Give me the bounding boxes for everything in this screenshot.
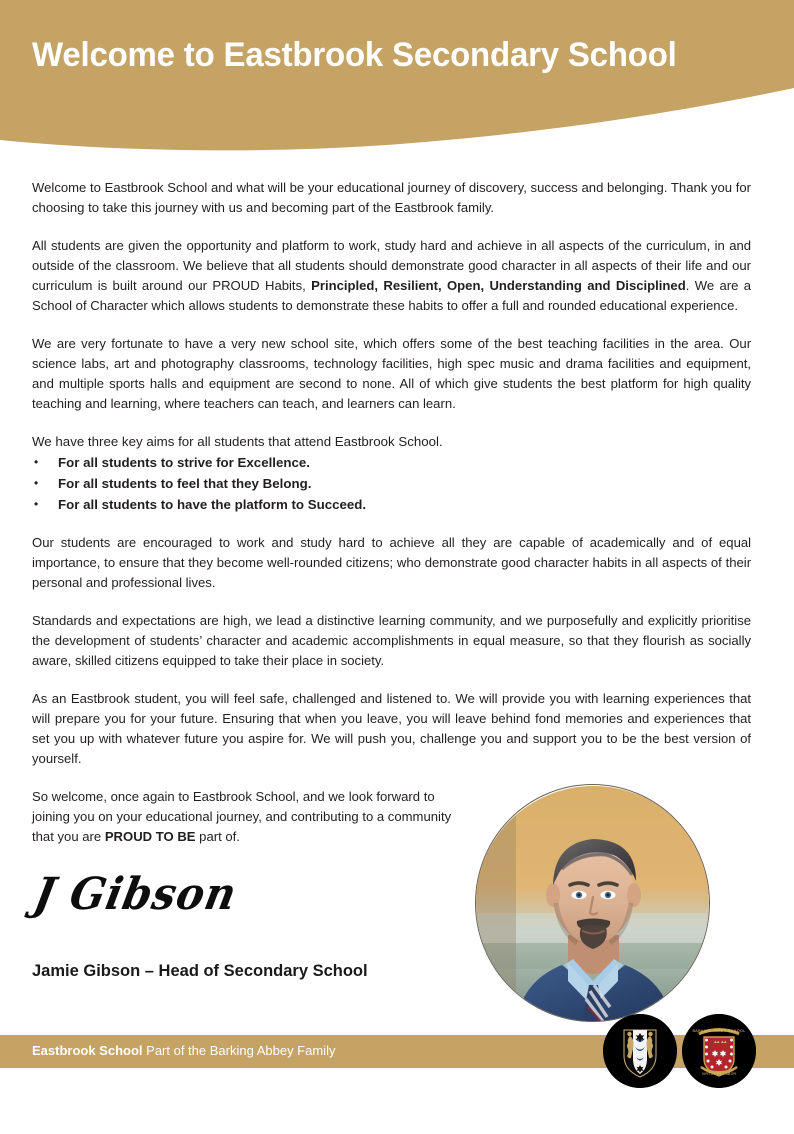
- run-text: So welcome, once again to Eastbrook School, and we look forward to joining you on your educational journey, and contributing to a community that you are: [32, 789, 452, 844]
- handwritten-signature: J Gibson: [30, 868, 242, 920]
- letter-body: [32, 178, 762, 847]
- headteacher-portrait: [475, 784, 710, 1022]
- run-text-bold: Principled, Resilient, Open, Understanding and Disciplined: [311, 278, 686, 293]
- run-text: All students are given the opportunity and platform to work, study hard and achieve in all aspects of the curriculum, in and outside of the classroom. We believe that all students should demonstrate good character in all aspects of their life and our curriculum is built around our PROUD Habits,: [32, 238, 752, 293]
- page-title: Welcome to Eastbrook Secondary School: [32, 36, 677, 74]
- signer-name-and-role: Jamie Gibson – Head of Secondary School: [32, 962, 368, 980]
- svg-text:BARKING ABBEY SCHOOL: BARKING ABBEY SCHOOL: [692, 1029, 746, 1033]
- run-text: Standards and expectations are high, we lead a distinctive learning community, and we purposefully and explicitly prioritise the development of students’ character and academic accomplishments in equal measure, so that they flourish as socially aware, skilled citizens equipped to take their place in society.: [32, 613, 752, 668]
- run-text: Welcome to Eastbrook School and what will be your educational journey of discovery, success and belonging. Thank you for choosing to take this journey with us and becoming part of the Eastbrook family.: [32, 180, 752, 215]
- barking-abbey-crest-icon: [682, 1014, 756, 1088]
- eastbrook-crest-graphic: [603, 1014, 677, 1088]
- paragraph-opportunity: [32, 236, 751, 316]
- run-text: We are very fortunate to have a very new school site, which offers some of the best teaching facilities in the area. Our science labs, art and photography classrooms, technology facilities, high spec music and drama facilities and equipment, and multiple sports halls and equipment are second to none. All of which give students the best platform for high quality teaching and learning, where teachers can teach, and learners can learn.: [32, 336, 752, 411]
- paragraph-closing: [32, 787, 456, 847]
- footer-brand: Eastbrook School: [32, 1043, 143, 1058]
- eastbrook-school-crest-icon: [603, 1014, 677, 1088]
- list-item: • For all students to feel that they Belong.: [32, 474, 762, 494]
- run-text: part of.: [195, 829, 240, 844]
- run-text-bold: PROUD TO BE: [104, 829, 196, 844]
- list-item: • For all students to strive for Excellence.: [32, 453, 762, 473]
- svg-text:VIRTUS ET LABOR: VIRTUS ET LABOR: [701, 1072, 737, 1076]
- footer-text: [32, 1043, 335, 1058]
- page-header: [0, 0, 794, 160]
- paragraph-facilities: [32, 334, 751, 414]
- run-text: As an Eastbrook student, you will feel safe, challenged and listened to. We will provide you with learning experiences that will prepare you for your future. Ensuring that when you leave, you will leave behind fond memories and experiences that set you up with whatever future you aspire for. We will push you, challenge you and support you to be the best version of yourself.: [32, 691, 752, 766]
- paragraph-welcome: [32, 178, 751, 218]
- header-wave-shape: [0, 0, 794, 160]
- footer-tagline: Part of the Barking Abbey Family: [142, 1043, 336, 1058]
- aims-list: [32, 453, 762, 515]
- portrait-photo: [476, 785, 710, 1022]
- list-item: • For all students to have the platform to Succeed.: [32, 495, 762, 515]
- paragraph-student-experience: [32, 689, 751, 769]
- barking-abbey-crest-graphic: [682, 1014, 756, 1088]
- run-text: Our students are encouraged to work and study hard to achieve all they are capable of academically and of equal importance, to ensure that they become well-rounded citizens; who demonstrate good character habits in all aspects of their personal and professional lives.: [32, 535, 752, 590]
- run-text: . We are a School of Character which allows students to demonstrate these habits to offer a full and rounded educational experience.: [32, 278, 752, 313]
- aims-intro: We have three key aims for all students that attend Eastbrook School.: [32, 434, 443, 449]
- paragraph-encouraged: [32, 533, 751, 593]
- paragraph-standards: [32, 611, 751, 671]
